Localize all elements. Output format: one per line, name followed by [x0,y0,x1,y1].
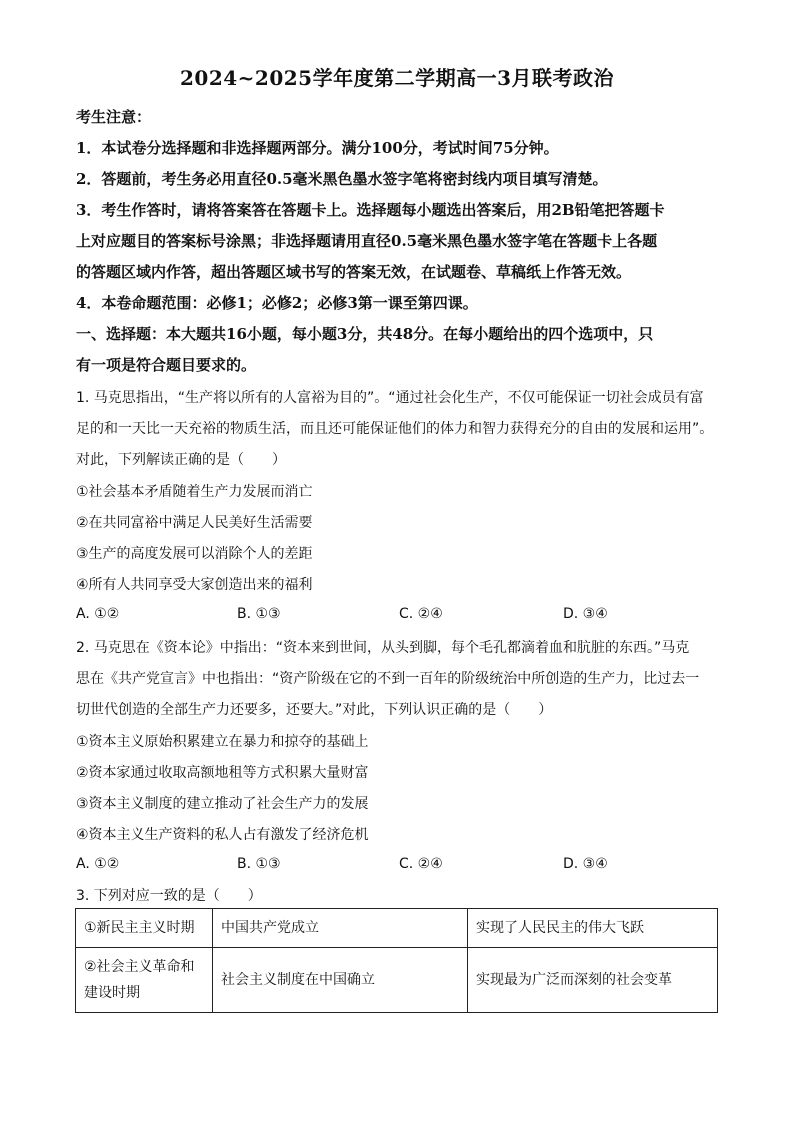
table-cell: 社会主义制度在中国确立 [213,948,468,1013]
q1-option-c: C. ②④ [399,606,443,622]
q1-stem-line-1: 1. 马克思指出，“生产将以所有的人富裕为目的”。“通过社会化生产，不仅可能保证一切社会成员有富 [76,390,704,406]
q2-option-c: C. ②④ [399,856,443,872]
notice-item-3: 3．考生作答时，请将答案答在答题卡上。选择题每小题选出答案后，用2B铅笔把答题卡 [76,201,665,219]
q2-option-a: A. ①② [76,856,120,872]
table-cell: ②社会主义革命和建设时期 [76,948,213,1013]
q2-option-b: B. ①③ [237,856,281,872]
table-cell: 实现最为广泛而深刻的社会变革 [468,948,718,1013]
table-cell: ①新民主主义时期 [76,909,213,948]
q3-stem: 3. 下列对应一致的是（ ） [76,888,262,904]
notice-item-3-cont: 上对应题目的答案标号涂黑；非选择题请用直径0.5毫米黑色墨水签字笔在答题卡上各题 [76,232,658,250]
table-cell: 实现了人民民主的伟大飞跃 [468,909,718,948]
q1-option-a: A. ①② [76,606,120,622]
q2-option-d: D. ③④ [563,856,608,872]
notice-heading: 考生注意： [76,108,152,126]
table-cell: 中国共产党成立 [213,909,468,948]
q3-table [75,908,718,1013]
q1-item-2: ②在共同富裕中满足人民美好生活需要 [76,515,313,531]
q2-item-3: ③资本主义制度的建立推动了社会生产力的发展 [76,796,369,812]
q1-item-1: ①社会基本矛盾随着生产力发展而消亡 [76,484,313,500]
section-heading: 一、选择题：本大题共16小题，每小题3分，共48分。在每小题给出的四个选项中，只 [76,325,654,343]
q2-item-2: ②资本家通过收取高额地租等方式积累大量财富 [76,765,369,781]
page-title: 2024~2025学年度第二学期高一3月联考政治 [179,66,614,90]
q2-stem-line-2: 思在《共产党宣言》中也指出：“资产阶级在它的不到一百年的阶级统治中所创造的生产力，比过去一 [76,671,700,687]
q1-option-b: B. ①③ [237,606,281,622]
notice-item-3-cont2: 的答题区域内作答，超出答题区域书写的答案无效，在试题卷、草稿纸上作答无效。 [76,263,632,281]
q1-item-4: ④所有人共同享受大家创造出来的福利 [76,577,313,593]
q1-stem-line-3: 对此，下列解读正确的是（ ） [76,452,286,468]
q1-item-3: ③生产的高度发展可以消除个人的差距 [76,546,313,562]
notice-item-2: 2．答题前，考生务必用直径0.5毫米黑色墨水签字笔将密封线内项目填写清楚。 [76,170,608,188]
q2-stem-line-1: 2. 马克思在《资本论》中指出：“资本来到世间，从头到脚，每个毛孔都滴着血和肮脏的东西。”马克 [76,640,690,656]
q1-option-d: D. ③④ [563,606,608,622]
table-row [76,909,718,948]
section-heading-cont: 有一项是符合题目要求的。 [76,356,257,374]
table-row [76,948,718,1013]
q2-stem-line-3: 切世代创造的全部生产力还要多，还要大。”对此，下列认识正确的是（ ） [76,702,553,718]
notice-item-4: 4．本卷命题范围：必修1；必修2；必修3第一课至第四课。 [76,294,478,312]
q1-stem-line-2: 足的和一天比一天充裕的物质生活，而且还可能保证他们的体力和智力获得充分的自由的发展和运用”。 [76,421,714,437]
notice-item-1: 1．本试卷分选择题和非选择题两部分。满分100分，考试时间75分钟。 [76,139,559,157]
q2-item-1: ①资本主义原始积累建立在暴力和掠夺的基础上 [76,734,369,750]
q2-item-4: ④资本主义生产资料的私人占有激发了经济危机 [76,827,369,843]
